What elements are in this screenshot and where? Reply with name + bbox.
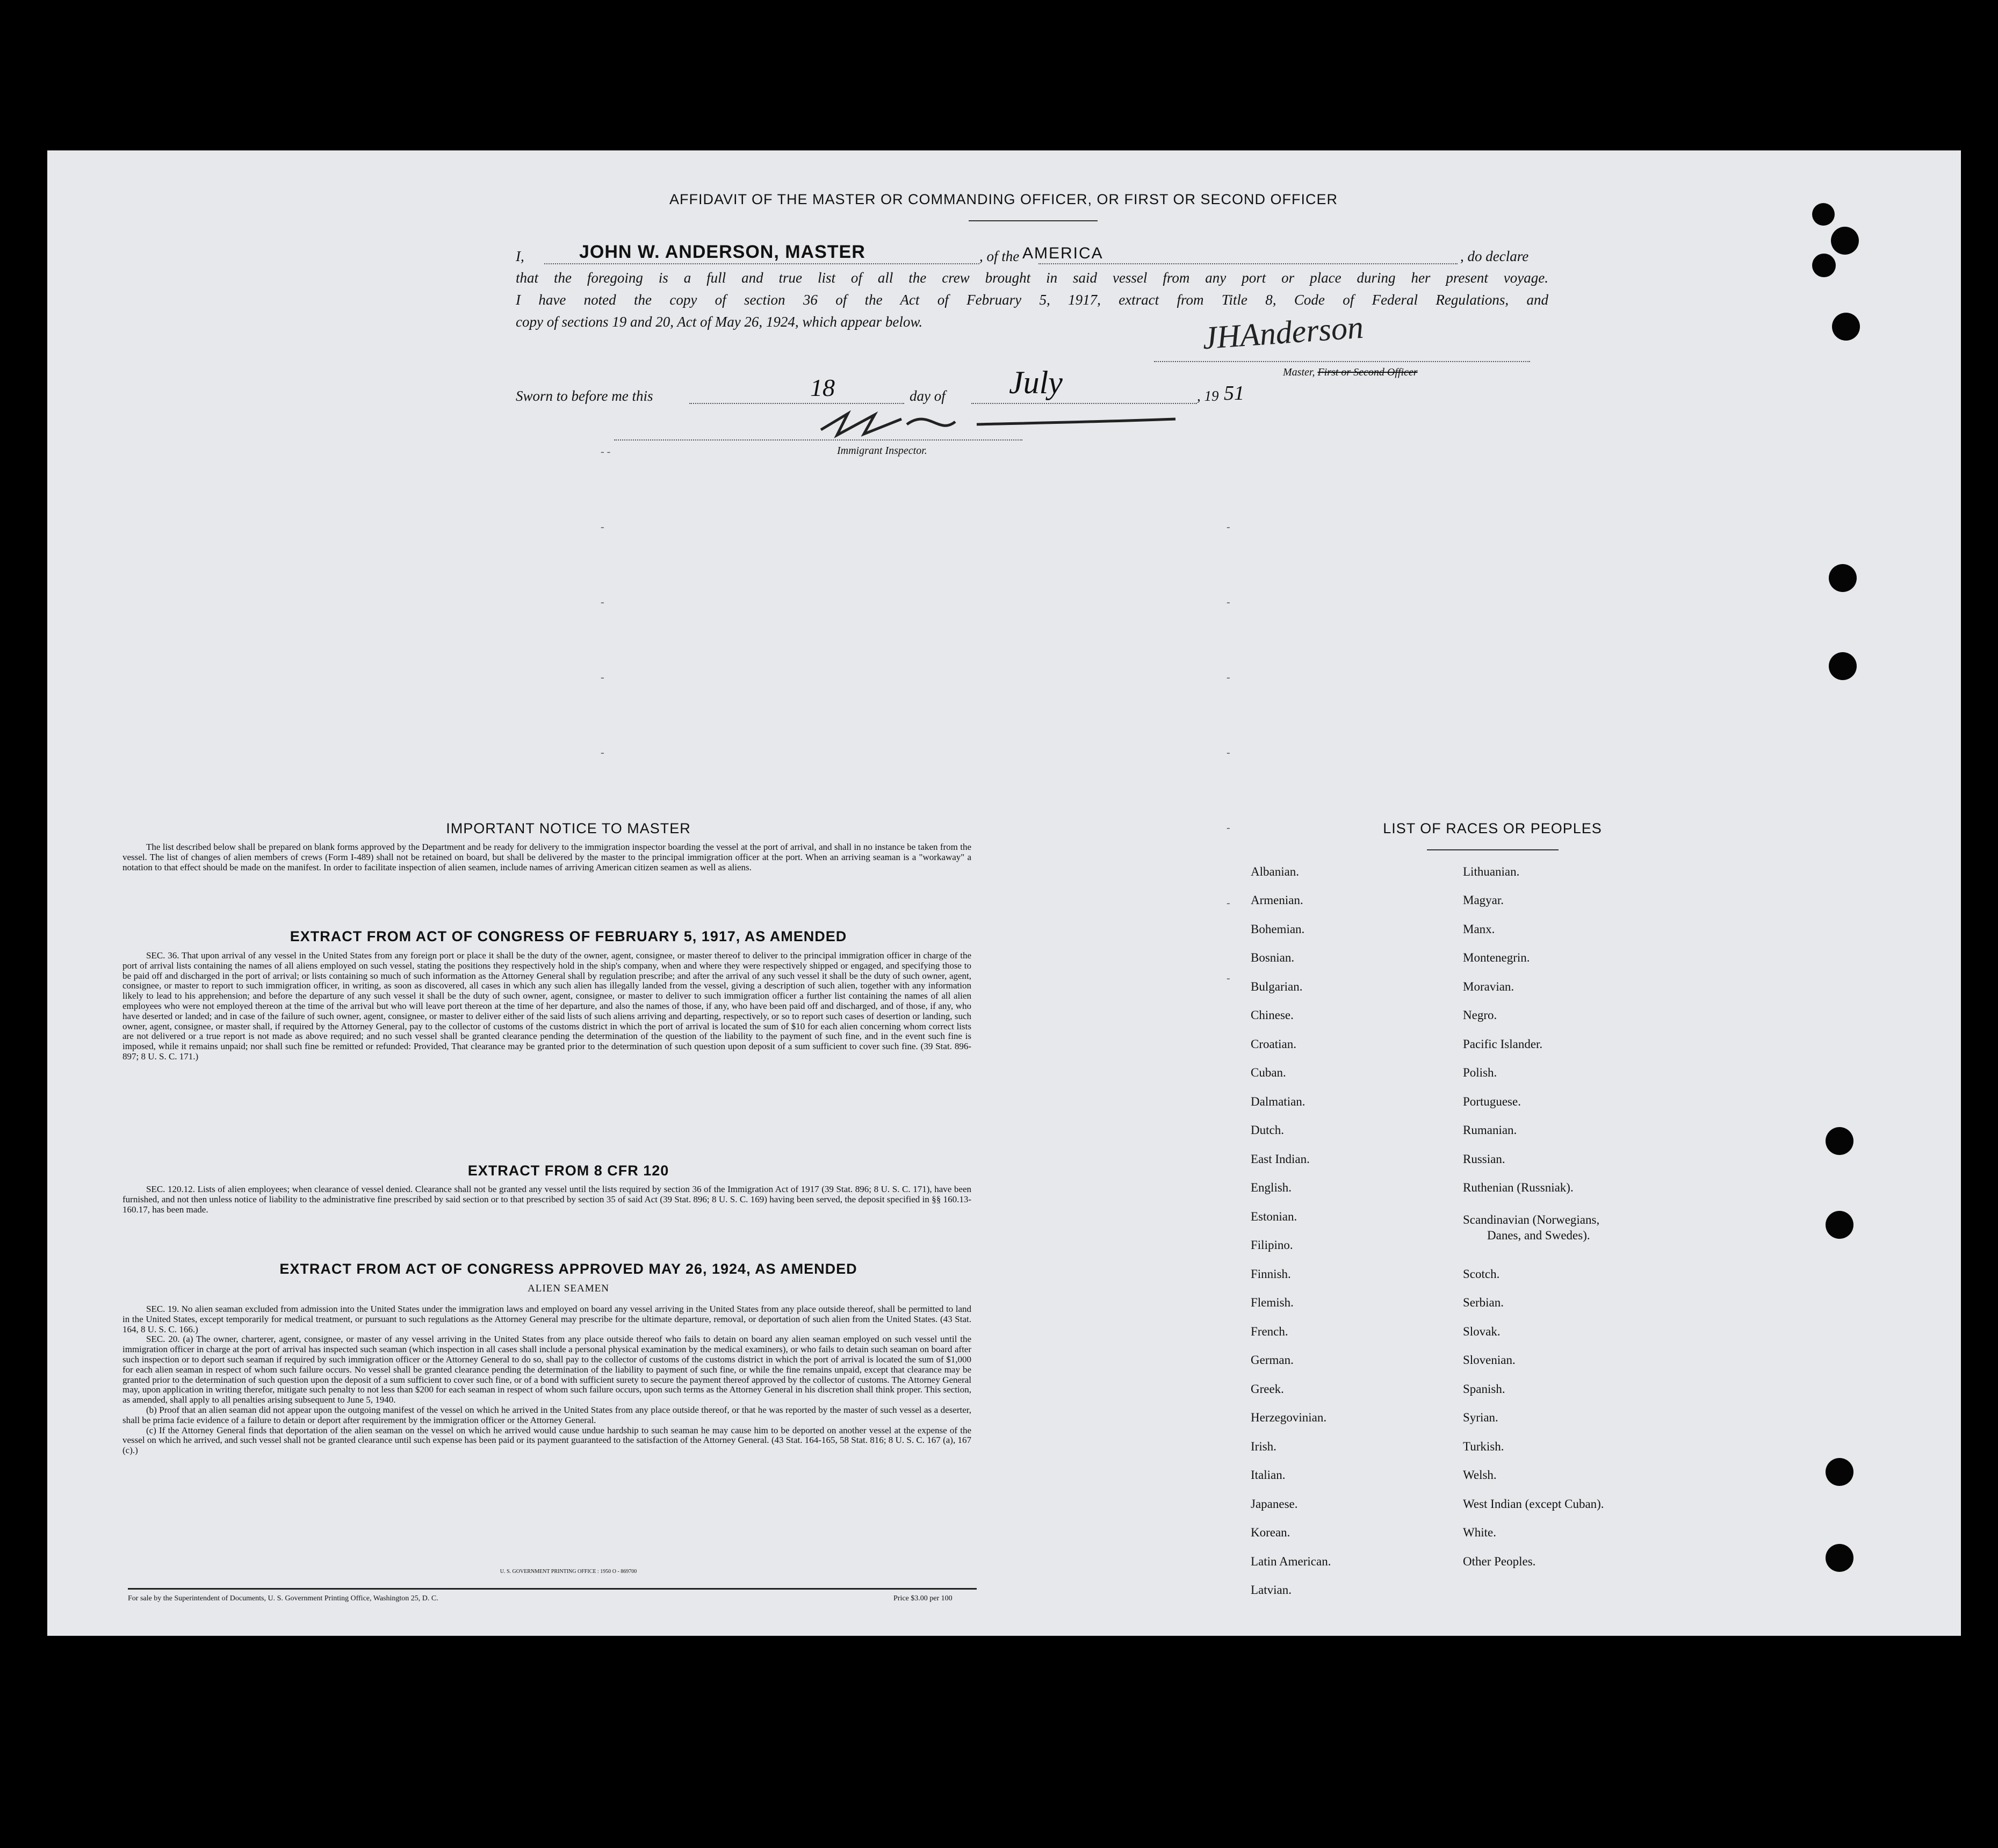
race-col2-item: Slovak.: [1463, 1325, 1501, 1338]
punch-hole: [1826, 1211, 1853, 1239]
footer-rule: [128, 1588, 977, 1590]
punch-hole: [1831, 227, 1859, 255]
race-col2-item: Turkish.: [1463, 1440, 1504, 1453]
extract-cfr-title: EXTRACT FROM 8 CFR 120: [467, 1163, 669, 1179]
race-col2-item: Scotch.: [1463, 1267, 1500, 1281]
document-sheet: [47, 150, 1961, 1636]
affidavit-title: AFFIDAVIT OF THE MASTER OR COMMANDING OFFICER, OR FIRST OR SECOND OFFICER: [669, 191, 1338, 207]
blank-mark: -: [601, 672, 604, 683]
race-col1-item: Latin American.: [1251, 1555, 1331, 1568]
races-title-rule: [1427, 849, 1559, 850]
race-col1-item: Latvian.: [1251, 1583, 1292, 1597]
race-col2-item: Rumanian.: [1463, 1123, 1517, 1137]
race-col2-item: Welsh.: [1463, 1468, 1497, 1482]
signature-caption: [1283, 366, 1418, 379]
race-col1-item: Armenian.: [1251, 893, 1303, 907]
race-col1-item: East Indian.: [1251, 1152, 1310, 1166]
sec-20a-paragraph: SEC. 20. (a) The owner, charterer, agent, consignee, or master of any vessel arriving in the United States from any place outside thereof who fails to detain on board any alien seaman employed on such vessel until the immigration officer in charge at the port of arrival has inspected such seaman (which inspection in all cases shall include a personal physical examination by the medical examiners), or who fails to detain such seaman on board after such inspection or to deport such seaman if required by such immigration officer or the Attorney General to do so, shall pay to the collector of customs of the customs district in which the port of arrival is located the sum of $1,000 for each alien seaman in respect of whom such failure occurs. No vessel shall be granted clearance pending the determination of the liability to payment of such fine, or while the fine remains unpaid, except that clearance may be granted prior to the determination of such question upon the deposit of a sum sufficient to cover such fine, or of a bond with sufficient surety to secure the payment thereof approved by the collector of customs. The Attorney General may, upon application in writing therefor, mitigate such penalty to not less than $200 for each seaman in respect of whom such failure occurs, upon such terms as the Attorney General in his discretion shall think proper. This section, as amended, shall apply to all penalties arising subsequent to June 5, 1940.: [122, 1334, 971, 1405]
race-col1-item: Estonian.: [1251, 1210, 1297, 1223]
day-value[interactable]: 18: [810, 374, 835, 401]
master-name[interactable]: JOHN W. ANDERSON, MASTER: [579, 242, 865, 262]
blank-mark: -: [601, 747, 604, 759]
statement-line-3: copy of sections 19 and 20, Act of May 26, 1924, which appear below.: [516, 314, 923, 330]
race-col1-item: Greek.: [1251, 1382, 1284, 1396]
extract-1917-title: EXTRACT FROM ACT OF CONGRESS OF FEBRUARY 5, 1917, AS AMENDED: [290, 928, 847, 944]
race-col1-item: Flemish.: [1251, 1296, 1294, 1309]
do-declare-label: , do declare: [1460, 248, 1529, 264]
sec-120-12-paragraph: SEC. 120.12. Lists of alien employees; when clearance of vessel denied. Clearance shall not be granted any vessel until the lists required by section 36 of the Immigration Act of 1917 (39 Stat. 896; 8 U. S. C. 171), have been furnished, and not then unless notice of liability to the administrative fine prescribed by said section or to that prescribed by section 35 of said Act (39 Stat. 896; 8 U. S. C. 169) having been served, the deposit specified in §§ 160.13-160.17, has been made.: [122, 1184, 971, 1215]
race-col1-item: Finnish.: [1251, 1267, 1291, 1281]
title-rule: [969, 220, 1098, 221]
race-col1-item: Bosnian.: [1251, 951, 1295, 964]
inspector-caption: Immigrant Inspector.: [837, 445, 927, 457]
of-the-label: , of the: [979, 248, 1020, 264]
extract-1924-body: [122, 1304, 971, 1456]
race-col1-item: Bulgarian.: [1251, 980, 1303, 993]
race-col2-item: Danes, and Swedes).: [1487, 1229, 1590, 1242]
notice-title: IMPORTANT NOTICE TO MASTER: [446, 820, 691, 836]
punch-hole: [1812, 254, 1836, 277]
blank-mark: -: [1227, 596, 1230, 608]
races-title: LIST OF RACES OR PEOPLES: [1383, 820, 1602, 836]
statement-line-1: that the foregoing is a full and true list of all the crew brought in said vessel from any port or place during her present voyage.: [516, 270, 1548, 286]
race-col2-item: Manx.: [1463, 922, 1495, 936]
race-col2-item: Moravian.: [1463, 980, 1514, 993]
race-col2-item: Portuguese.: [1463, 1095, 1521, 1108]
sale-notice: For sale by the Superintendent of Documents, U. S. Government Printing Office, Washington 25, D. C.: [128, 1594, 438, 1602]
sec-20b-paragraph: (b) Proof that an alien seaman did not appear upon the outgoing manifest of the vessel on which he arrived in the United States from any place outside thereof, or that he was reported by the master of such vessel as a deserter, shall be prima facie evidence of a failure to detain or deport after requirement by the immigration officer or the Attorney General.: [122, 1404, 971, 1425]
race-col2-item: Serbian.: [1463, 1296, 1504, 1309]
year-value[interactable]: 51: [1224, 382, 1244, 405]
blank-mark: - -: [601, 446, 611, 458]
race-col2-item: Lithuanian.: [1463, 865, 1520, 878]
race-col1-item: Dalmatian.: [1251, 1095, 1305, 1108]
punch-hole: [1829, 564, 1857, 592]
blank-mark: -: [1227, 521, 1230, 533]
punch-hole: [1826, 1127, 1853, 1155]
race-col2-item: West Indian (except Cuban).: [1463, 1497, 1604, 1511]
race-col2-item: Magyar.: [1463, 893, 1504, 907]
caption-master: Master,: [1283, 366, 1315, 378]
extract-1924-title: EXTRACT FROM ACT OF CONGRESS APPROVED MAY 26, 1924, AS AMENDED: [279, 1261, 857, 1277]
blank-mark: -: [1227, 897, 1230, 909]
vessel-line: [1038, 263, 1458, 264]
blank-mark: -: [1227, 672, 1230, 683]
price-notice: Price $3.00 per 100: [893, 1594, 953, 1602]
race-col2-item: Ruthenian (Russniak).: [1463, 1181, 1574, 1194]
punch-hole: [1826, 1544, 1853, 1572]
race-col1-item: Bohemian.: [1251, 922, 1305, 936]
race-col2-item: White.: [1463, 1526, 1496, 1539]
blank-mark: -: [601, 596, 604, 608]
extract-cfr-body: [122, 1185, 971, 1215]
race-col1-item: Italian.: [1251, 1468, 1286, 1482]
race-col1-item: Irish.: [1251, 1440, 1276, 1453]
notice-body: [122, 842, 971, 872]
blank-mark: -: [601, 521, 604, 533]
race-col1-item: Cuban.: [1251, 1066, 1286, 1079]
caption-struck-officer: First or Second Officer: [1317, 366, 1418, 378]
inspector-signature: [816, 403, 1181, 441]
race-col1-item: French.: [1251, 1325, 1288, 1338]
race-col2-item: Russian.: [1463, 1152, 1505, 1166]
punch-hole: [1832, 313, 1860, 341]
year-prefix: , 19: [1197, 388, 1219, 404]
race-col2-item: Slovenian.: [1463, 1353, 1516, 1367]
punch-hole: [1826, 1458, 1853, 1486]
punch-hole: [1812, 203, 1835, 226]
race-col1-item: Croatian.: [1251, 1037, 1296, 1051]
race-col2-item: Syrian.: [1463, 1411, 1498, 1424]
blank-mark: -: [1227, 822, 1230, 834]
race-col1-item: Albanian.: [1251, 865, 1300, 878]
extract-1924-subtitle: ALIEN SEAMEN: [528, 1283, 609, 1294]
sec-20c-paragraph: (c) If the Attorney General finds that deportation of the alien seaman on the vessel on which he arrived would cause undue hardship to such seaman he may cause him to be deported on another vessel at the expense of the vessel on which he arrived, and such vessel shall not be granted clearance until such expense has been paid or its payment guaranteed to the satisfaction of the Attorney General. (43 Stat. 164-165, 58 Stat. 816; 8 U. S. C. 167 (a), 167 (c).): [122, 1425, 971, 1456]
race-col2-item: Polish.: [1463, 1066, 1497, 1079]
name-line: [544, 263, 979, 264]
sec-36-paragraph: SEC. 36. That upon arrival of any vessel in the United States from any foreign port or place it shall be the duty of the owner, agent, consignee, or master thereof to deliver to the principal immigration officer in charge of the port of arrival lists containing the names of all aliens employed on such vessel, stating the positions they respectively hold in the ship's company, when and where they were respectively shipped or engaged, and specifying those to be paid off and discharged in the port of arrival; or lists containing so much of such information as the Attorney General shall by regulation prescribe; and after the arrival of any such vessel it shall be the duty of such owner, agent, consignee, or master to report to such immigration officer, in writing, as soon as discovered, all cases in which any such alien has illegally landed from the vessel, giving a description of such alien, together with any information likely to lead to his apprehension; and before the departure of any such vessel it shall be the duty of such owner, agent, consignee, or master to deliver to such immigration officer a further list containing the names of all alien employees who were not employed thereon at the time of the arrival but who will leave port thereon at the time of her departure, and also the names of those, if any, who have been paid off and discharged, and of those, if any, who have deserted or landed; and in case of the failure of such owner, agent, consignee, or master to deliver either of the said lists of such aliens arriving and departing, respectively, or so to report such cases of desertion or landing, such owner, agent, consignee, or master shall, if required by the Attorney General, pay to the collector of customs of the customs district in which the port of arrival is located the sum of $10 for each alien concerning whom correct lists are not delivered or a true report is not made as above required; and no such vessel shall be granted clearance pending the determination of the question of the liability to the payment of such fine, and in the event such fine is imposed, while it remains unpaid; nor shall such fine be remitted or refunded: Provided, That clearance may be granted prior to the determination of such question upon deposit of a sum sufficient to cover such fine. (39 Stat. 896-897; 8 U. S. C. 171.): [122, 950, 971, 1062]
punch-hole: [1829, 652, 1857, 680]
extract-1917-body: [122, 951, 971, 1062]
race-col1-item: Japanese.: [1251, 1497, 1298, 1511]
i-label: I,: [516, 248, 524, 264]
race-col2-item: Negro.: [1463, 1008, 1497, 1022]
sec-19-paragraph: SEC. 19. No alien seaman excluded from admission into the United States under the immigration laws and employed on board any vessel arriving in the United States from any place outside thereof, shall be permitted to land in the United States, except temporarily for medical treatment, or pursuant to such regulations as the Attorney General may prescribe for the ultimate departure, removal, or deportation of such alien from the United States. (43 Stat. 164, 8 U. S. C. 166.): [122, 1304, 971, 1334]
sworn-label: Sworn to before me this: [516, 388, 653, 404]
race-col1-item: Korean.: [1251, 1526, 1290, 1539]
race-col2-item: Spanish.: [1463, 1382, 1505, 1396]
race-col1-item: English.: [1251, 1181, 1292, 1194]
notice-paragraph: The list described below shall be prepared on blank forms approved by the Department and be ready for delivery to the immigration inspector boarding the vessel at the port of arrival, and shall in no instance be taken from the vessel. The list of changes of alien members of crews (Form I-489) shall not be retained on board, but shall be delivered by the master to the principal immigration officer at the port. When an arriving seaman is a "workaway" a notation to that effect should be made on the manifest. In order to facilitate inspection of alien seamen, include names of arriving American citizen seamen as well as aliens.: [122, 842, 971, 872]
vessel-name[interactable]: AMERICA: [1022, 244, 1103, 262]
race-col1-item: Dutch.: [1251, 1123, 1284, 1137]
master-signature: JHAnderson: [1201, 309, 1365, 356]
race-col1-item: Chinese.: [1251, 1008, 1294, 1022]
blank-mark: -: [1227, 747, 1230, 759]
blank-mark: -: [1227, 972, 1230, 984]
race-col1-item: German.: [1251, 1353, 1294, 1367]
day-of-label: day of: [910, 388, 946, 404]
signature-line: [1154, 361, 1530, 362]
inspector-line: [614, 439, 1022, 441]
race-col2-item: Scandinavian (Norwegians,: [1463, 1213, 1600, 1226]
race-col2-item: Montenegrin.: [1463, 951, 1530, 964]
month-value[interactable]: July: [1009, 365, 1063, 400]
gpo-imprint: U. S. GOVERNMENT PRINTING OFFICE : 1950 O - 869700: [500, 1569, 637, 1575]
race-col1-item: Herzegovinian.: [1251, 1411, 1327, 1424]
statement-line-2: I have noted the copy of section 36 of the Act of February 5, 1917, extract from Title 8, Code of Federal Regulations, and: [516, 292, 1548, 308]
race-col1-item: Filipino.: [1251, 1238, 1293, 1252]
race-col2-item: Pacific Islander.: [1463, 1037, 1543, 1051]
race-col2-item: Other Peoples.: [1463, 1555, 1536, 1568]
